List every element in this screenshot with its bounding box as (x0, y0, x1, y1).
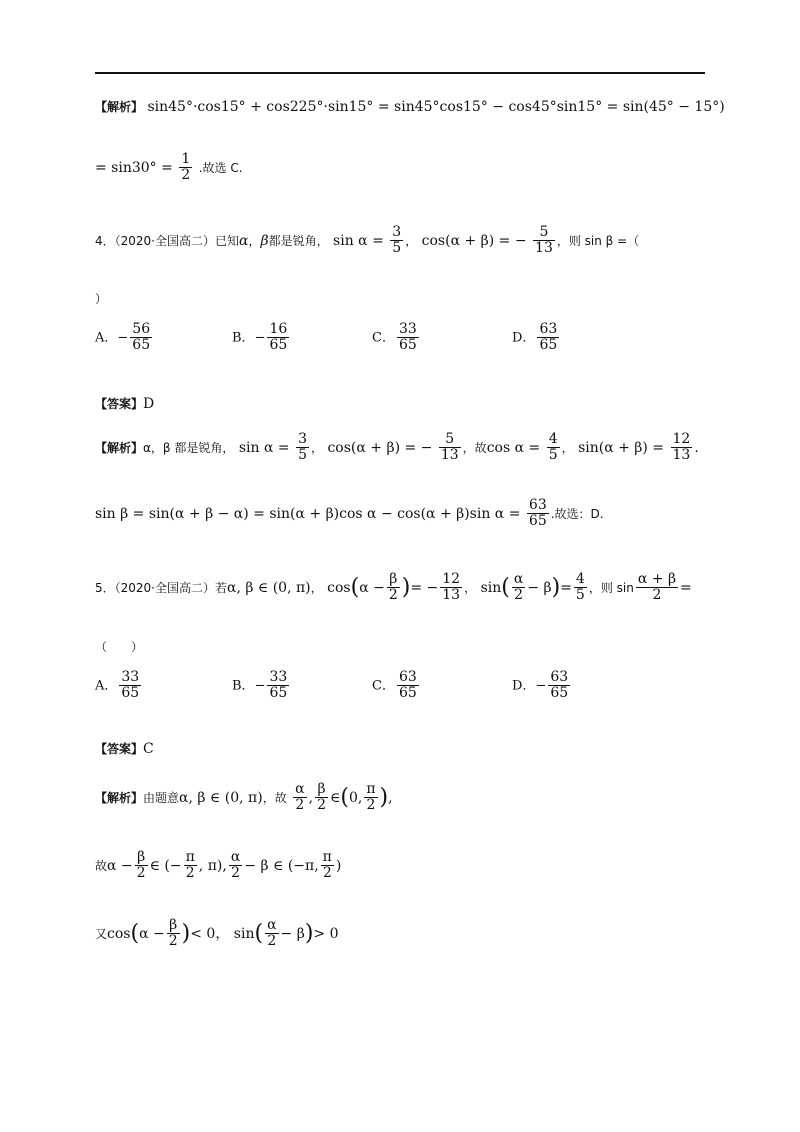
q5-option-a[interactable]: A． $\frac{33}{65}$ (95, 669, 140, 702)
q4-answer (95, 397, 154, 411)
q4-option-a[interactable]: A．− $\frac{56}{65}$ (95, 321, 151, 354)
cos-alpha: cos α = (486, 439, 541, 456)
question-middle: 都是锐角， (268, 233, 329, 248)
alpha-minus: α − (107, 857, 133, 874)
fraction: $\frac{1}{2}$ (181, 151, 191, 184)
fraction: $\frac{4}{5}$ (548, 431, 558, 464)
comma: ， (311, 440, 324, 455)
less-than-zero: < 0， (190, 925, 230, 942)
formula-lhs: = sin30° = (95, 159, 173, 176)
cos: cos (107, 925, 131, 942)
question-5: 5．（2020·全国高二）若α, β ∈ (0, π)， cos(α − $\frac{\beta}{2}$ )= − $\frac{12}{13}$ ， sin( $\frac{\alpha}{2}$ − β)= $\frac{4}{5}$ ，则 sin $\frac{\alpha + \beta}{2}$ = (95, 571, 692, 604)
zero: 0, (348, 789, 363, 806)
condition: α, β ∈ (0, π) (227, 579, 311, 596)
period: . (694, 439, 699, 456)
q5-answer (95, 742, 154, 756)
option-label: B． (232, 678, 255, 694)
question-4-close (95, 292, 107, 306)
q5-solution-line-1: 【解析】由题意α, β ∈ (0, π)，故 $\frac{\alpha}{2}$ , $\frac{\beta}{2}$ ∈(0, $\frac{\pi}{2}$ ), (95, 781, 393, 814)
element-of: ∈ (330, 789, 341, 806)
minus-beta: − β (280, 925, 305, 942)
fraction: $\frac{3}{5}$ (298, 431, 307, 464)
conclusion: .故选：D. (550, 506, 604, 521)
beta: β (260, 232, 269, 249)
sep: ， (248, 233, 261, 248)
option-sign: − (254, 330, 266, 346)
jiexi-label: 【解析】 (95, 100, 144, 114)
solution-intro: 由题意 (143, 790, 180, 805)
question-prefix: 5．（2020·全国高二）若 (95, 580, 227, 595)
solution-line-2 (95, 152, 243, 184)
question-tail: ，则 sin (588, 580, 634, 595)
close: ) (335, 857, 342, 874)
cos-alpha-beta: cos(α + β) = − (421, 232, 527, 249)
answer-label: 【答案】 (95, 397, 144, 411)
q4-solution-line-2 (95, 498, 604, 530)
solution-intro: α，β 都是锐角， (143, 440, 235, 455)
q5-solution-line-2: 故α − $\frac{\beta}{2}$ ∈ (− $\frac{\pi}{2}$ , π), $\frac{\alpha}{2}$ − β ∈ (−π, $\frac{\pi}{2}$ ) (95, 849, 342, 882)
alpha: α (239, 232, 249, 249)
condition: α, β ∈ (0, π) (179, 789, 263, 806)
formula: sin45°·cos15° + cos225°·sin15° = sin45°cos15° − cos45°sin15° = sin(45° − 15°) (147, 99, 725, 115)
close-paren: ） (95, 292, 108, 306)
q4-option-b[interactable]: B．− $\frac{16}{65}$ (232, 321, 288, 354)
q5-option-c[interactable]: C． $\frac{63}{65}$ (372, 669, 417, 702)
equals: = (560, 579, 572, 596)
option-label: D． (512, 678, 536, 694)
fraction: $\frac{63}{65}$ (528, 497, 547, 530)
therefore: 故 (95, 858, 108, 873)
sin-alpha: sin α = (238, 439, 290, 456)
comma: ， (561, 440, 574, 455)
option-label: C． (372, 330, 395, 346)
equals: = (680, 579, 692, 596)
fraction: $\frac{12}{13}$ (672, 431, 691, 464)
jiexi-label: 【解析】 (95, 790, 144, 805)
sin-alpha: sin α = (333, 232, 384, 249)
answer-value: D (143, 396, 155, 412)
q4-solution-line-1 (95, 432, 699, 464)
formula: sin β = sin(α + β − α) = sin(α + β)cos α − cos(α + β)sin α = (95, 505, 521, 522)
comma: ， (464, 580, 477, 595)
option-label: C． (372, 678, 395, 694)
sin: sin (233, 925, 255, 942)
option-sign: − (254, 678, 266, 694)
comma: ， (310, 580, 323, 595)
header-rule (95, 72, 705, 74)
interval-b: − β ∈ (−π, (244, 857, 319, 874)
conclusion: .故选 C. (198, 160, 243, 175)
alpha-minus: α − (139, 925, 165, 942)
option-label: A． (95, 678, 118, 694)
also: 又 (95, 926, 108, 941)
equals-neg: = − (410, 579, 439, 596)
answer-value: C (143, 741, 154, 757)
alpha-minus: α − (359, 579, 385, 596)
cos-alpha-beta: cos(α + β) = − (327, 439, 433, 456)
fraction: $\frac{5}{13}$ (535, 224, 553, 257)
answer-paren: （ ） (95, 640, 144, 654)
option-sign: − (117, 330, 129, 346)
option-sign: − (535, 678, 547, 694)
option-label: A． (95, 330, 118, 346)
q5-option-b[interactable]: B．− $\frac{33}{65}$ (232, 669, 288, 702)
greater-than-zero: > 0 (313, 925, 339, 942)
sin-alpha-beta: sin(α + β) = (578, 439, 665, 456)
jiexi-label: 【解析】 (95, 440, 144, 455)
therefore: ，故 (262, 790, 287, 805)
cos: cos (327, 579, 351, 596)
sin: sin (480, 579, 502, 596)
question-tail: ，则 sin β =（ (556, 233, 640, 248)
question-prefix: 4．（2020·全国高二）已知 (95, 233, 239, 248)
option-label: B． (232, 330, 255, 346)
minus-beta: − β (527, 579, 552, 596)
question-5-paren (95, 640, 143, 654)
q4-option-c[interactable]: C． $\frac{33}{65}$ (372, 321, 417, 354)
option-label: D． (512, 330, 536, 346)
fraction: $\frac{3}{5}$ (392, 224, 402, 257)
interval-open: ∈ (− (149, 857, 182, 874)
interval-mid: , π), (198, 857, 227, 874)
fraction: $\frac{5}{13}$ (440, 431, 459, 464)
q4-option-d[interactable]: D． $\frac{63}{65}$ (512, 321, 558, 354)
therefore: ，故 (462, 440, 487, 455)
solution-line-1 (95, 100, 725, 114)
q5-solution-line-3: 又cos(α − $\frac{\beta}{2}$ )< 0， sin( $\frac{\alpha}{2}$ − β)> 0 (95, 917, 339, 950)
question-4 (95, 225, 639, 257)
comma: ， (405, 233, 418, 248)
q5-option-d[interactable]: D．− $\frac{63}{65}$ (512, 669, 569, 702)
answer-label: 【答案】 (95, 742, 144, 756)
